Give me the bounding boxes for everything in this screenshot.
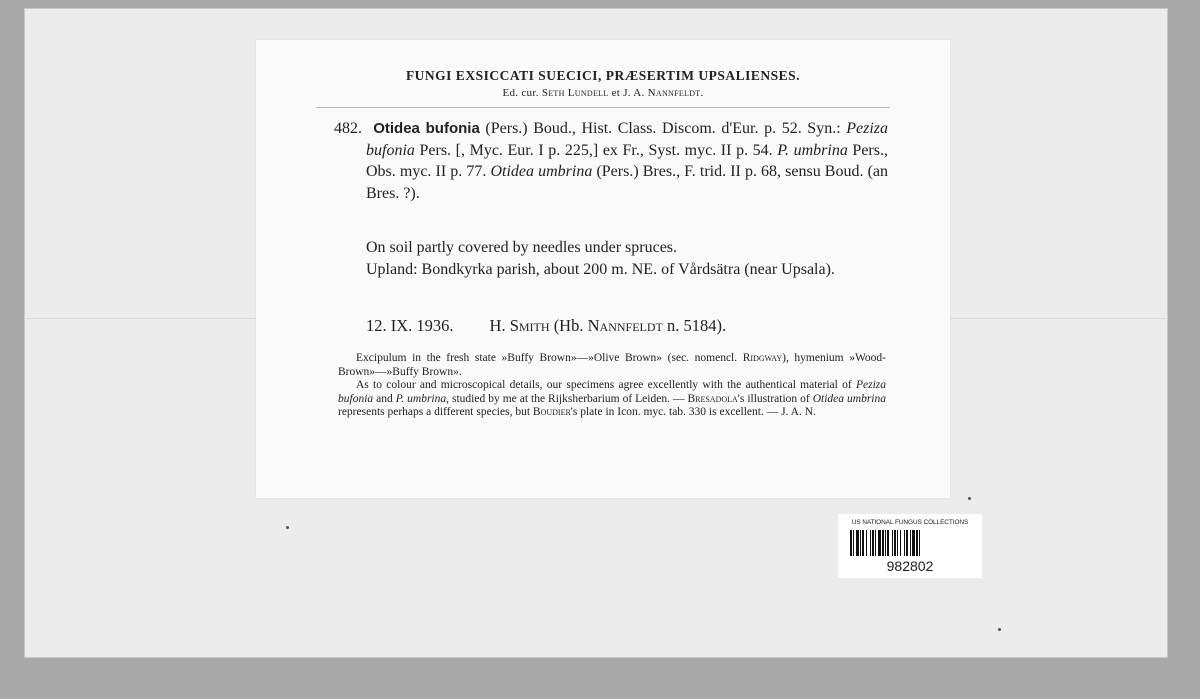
species-entry: 482. Otidea bufonia (Pers.) Boud., Hist. Class. Discom. d'Eur. p. 52. Syn.: Peziza bufonia Pers. [, Myc. Eur. I p. 225,] ex Fr., Syst. myc. II p. 54. P. umbrina Pers., Obs. myc. II p. 77. Otidea umbrina (Pers.) Bres., F. trid. II p. 68, sensu Boud. (an Bres. ?).: [334, 120, 889, 202]
label-header-editors: Ed. cur. Seth Lundell et J. A. Nannfeldt.: [502, 87, 704, 99]
speck: [286, 526, 289, 529]
collector-name: H. Smith: [489, 316, 550, 335]
exsiccata-label: [256, 40, 950, 498]
speck: [998, 628, 1001, 631]
barcode-label: [838, 514, 982, 578]
barcode-icon: [850, 530, 970, 556]
entry-number: 482.: [334, 120, 362, 137]
speck: [968, 497, 971, 500]
label-notes: [338, 352, 886, 420]
collection-date: 12. IX. 1936.: [366, 316, 454, 335]
species-name: Otidea bufonia: [373, 120, 480, 137]
note-comparison: As to colour and microscopical details, our specimens agree excellently with the authentical material of Peziza bufonia and P. umbrina, studied by me at the Rijksherbarium of Leiden. — Bresadola's illustration of Otidea umbrina represents perhaps a different species, but Boudier's plate in Icon. myc. tab. 330 is excellent. — J. A. N.: [338, 379, 886, 419]
locality-line: Upland: Bondkyrka parish, about 200 m. NE. of Vårdsätra (near Upsala).: [366, 260, 835, 278]
barcode-number: 982802: [886, 558, 934, 574]
header-divider: [316, 107, 890, 108]
collection-line: 12. IX. 1936. H. Smith (Hb. Nannfeldt n. 5184).: [366, 316, 727, 335]
note-colours: Excipulum in the fresh state »Buffy Brown»—»Olive Brown» (sec. nomencl. Ridgway), hymenium »Wood-Brown»—»Buffy Brown».: [338, 352, 886, 378]
habitat-block: [366, 237, 888, 280]
label-header-title: FUNGI EXSICCATI SUECICI, PRÆSERTIM UPSALIENSES.: [405, 68, 801, 83]
barcode-collection-title: US NATIONAL FUNGUS COLLECTIONS: [851, 519, 969, 526]
habitat-line: On soil partly covered by needles under spruces.: [366, 239, 678, 256]
